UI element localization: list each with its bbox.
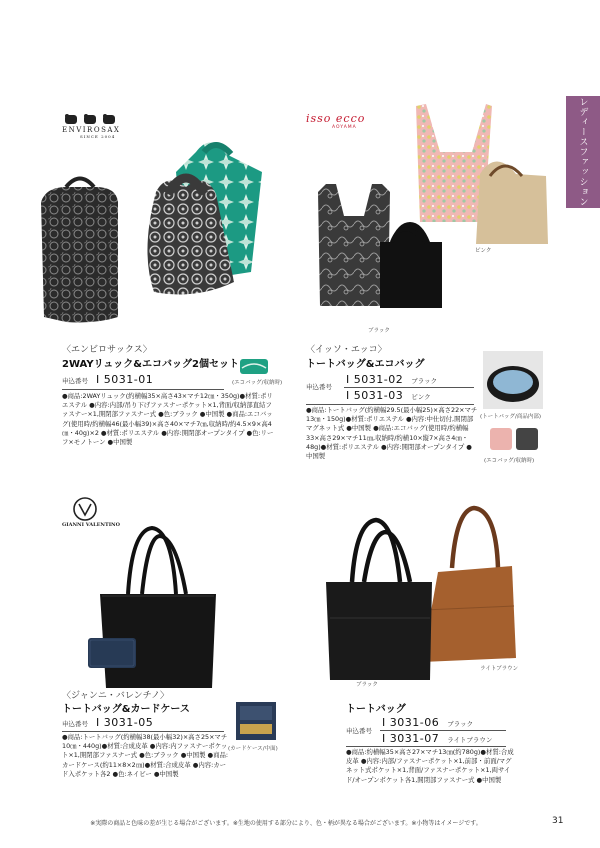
brand-name: ENVIROSAX <box>62 126 121 134</box>
divider <box>344 387 474 388</box>
product-color: ピンク <box>411 393 431 401</box>
envirosax-product-photo <box>36 132 272 332</box>
tote-description: ●商品:約横幅35×高さ27×マチ13㎝(約780g)●材質:合成皮革 ●内容:内部/ファスナーポケット×1,前部・前面/マグネット式ポケット×1,背面/ファスナーポケット×1,両サイド/オープンポケット各1,開閉部ファスナー式 ●中国製 <box>346 748 514 784</box>
isso-ecco-title-sub: 〈イッソ・エッコ〉 <box>306 345 387 355</box>
brand-sub: SINCE 2004 <box>80 134 116 139</box>
valentino-title-sub: 〈ジャンニ・バレンチノ〉 <box>62 691 169 701</box>
valentino-title: トートバッグ&カードケース <box>62 704 190 715</box>
section-tab: レディースファッション <box>566 96 600 208</box>
valentino-description: ●商品:トートバッグ(約横幅38(最小幅32)×高さ25×マチ10㎝・440g)●材質:合成皮革 ●内容:内ファスナーポケット×1,開閉部ファスナー式 ●色:ブラック ●中国製 ●商品:カードケース(約11×8×2㎝)●材質:合成皮革 ●内容:カード入ポケット各2 ●色:ネイビー ●中国製 <box>62 733 229 778</box>
code-label: 申込番号 <box>62 377 88 385</box>
tote-product-photo <box>316 502 528 688</box>
valentino-product-photo <box>60 520 270 690</box>
isso-ecco-inset-caption-2: (エコバッグ/収納時) <box>484 458 535 464</box>
envirosax-description: ●商品:2WAYリュック(約横幅35×高さ43×マチ12㎝・350g)●材質:ポリエステル ●内容:内部/吊り下げファスナーポケット×1,背面/収納部直結ファスナー×1,開閉部ファスナー式 ●色:ブラック ●中国製 ●商品:エコバッグ(使用時/約横幅46(最小幅39)×高さ40×マチ7㎝,収納時/約4.5×9×高4㎝・40g)×2 ●材質:ポリエステル ●内容:開閉部オープンタイプ ●色:リーフ×モノトーン ●中国製 <box>62 392 274 447</box>
footer-note: ※実際の商品と色味の差が生じる場合がございます。※生地の使用する部分により、色・柄が異なる場合がございます。※小物等はイメージです。 <box>90 820 482 827</box>
brand-name: GIANNI VALENTINO <box>62 522 120 528</box>
isso-ecco-code-row-2 <box>346 389 431 402</box>
valentino-inset-photo <box>234 700 278 742</box>
divider <box>62 731 224 732</box>
isso-ecco-label-pink: ピンク <box>475 248 492 254</box>
isso-ecco-product-photo <box>306 104 558 326</box>
divider <box>346 746 506 747</box>
valentino-code-row <box>62 716 153 729</box>
tote-code-row-1 <box>382 716 473 729</box>
product-code: I 5031-01 <box>96 373 154 386</box>
envirosax-title: 2WAYリュック&エコバッグ2個セット <box>62 359 239 370</box>
tote-code-row-2 <box>382 732 492 745</box>
code-label: 申込番号 <box>62 720 88 728</box>
isso-ecco-label-black: ブラック <box>368 328 390 334</box>
product-color: ブラック <box>447 720 474 728</box>
isso-ecco-inset-photo-2 <box>488 424 540 454</box>
valentino-inset-caption: (カードケース/中面) <box>228 746 278 752</box>
product-color: ブラック <box>411 377 438 385</box>
product-code: I 3031-07 <box>382 732 440 745</box>
envirosax-inset-photo <box>238 356 270 376</box>
envirosax-animals-icon <box>62 112 132 126</box>
isso-ecco-code-row-1 <box>346 373 437 386</box>
brand-sub: AOYAMA <box>332 125 357 130</box>
isso-ecco-title: トートバッグ&エコバッグ <box>306 359 425 370</box>
divider <box>62 389 224 390</box>
envirosax-code-row <box>62 373 153 386</box>
valentino-emblem-icon <box>70 496 100 522</box>
page-number: 31 <box>552 816 564 826</box>
isso-ecco-inset-caption-1: (トートバッグ/商品内部) <box>480 414 542 420</box>
divider <box>306 404 474 405</box>
code-label: 申込番号 <box>346 727 372 735</box>
brand-name: isso ecco <box>306 112 366 125</box>
product-color: ライトブラウン <box>447 736 493 744</box>
isso-ecco-description: ●商品:トートバッグ(約横幅29.5(最小幅25)×高さ22×マチ13㎝・150g)●材質:ポリエステル ●内容:中仕切付,開閉部マグネット式 ●中国製 ●商品:エコバッグ(使用時/約横幅33×高さ29×マチ11㎝,収納時/約横10×縦7×高さ4㎝・48g)●材質:ポリエステル ●内容:開閉部オープンタイプ ●中国製 <box>306 406 478 461</box>
envirosax-title-sub: 〈エンビロサックス〉 <box>62 345 152 355</box>
isso-ecco-inset-photo-1 <box>482 350 544 410</box>
tote-label-black: ブラック <box>356 682 378 688</box>
product-code: I 5031-02 <box>346 373 404 386</box>
product-code: I 3031-05 <box>96 716 154 729</box>
envirosax-inset-caption: (エコバッグ/収納時) <box>232 380 283 386</box>
product-code: I 5031-03 <box>346 389 404 402</box>
code-label: 申込番号 <box>306 383 332 391</box>
tote-label-brown: ライトブラウン <box>480 666 519 672</box>
tote-title: トートバッグ <box>346 704 406 715</box>
product-code: I 3031-06 <box>382 716 440 729</box>
divider <box>380 730 506 731</box>
